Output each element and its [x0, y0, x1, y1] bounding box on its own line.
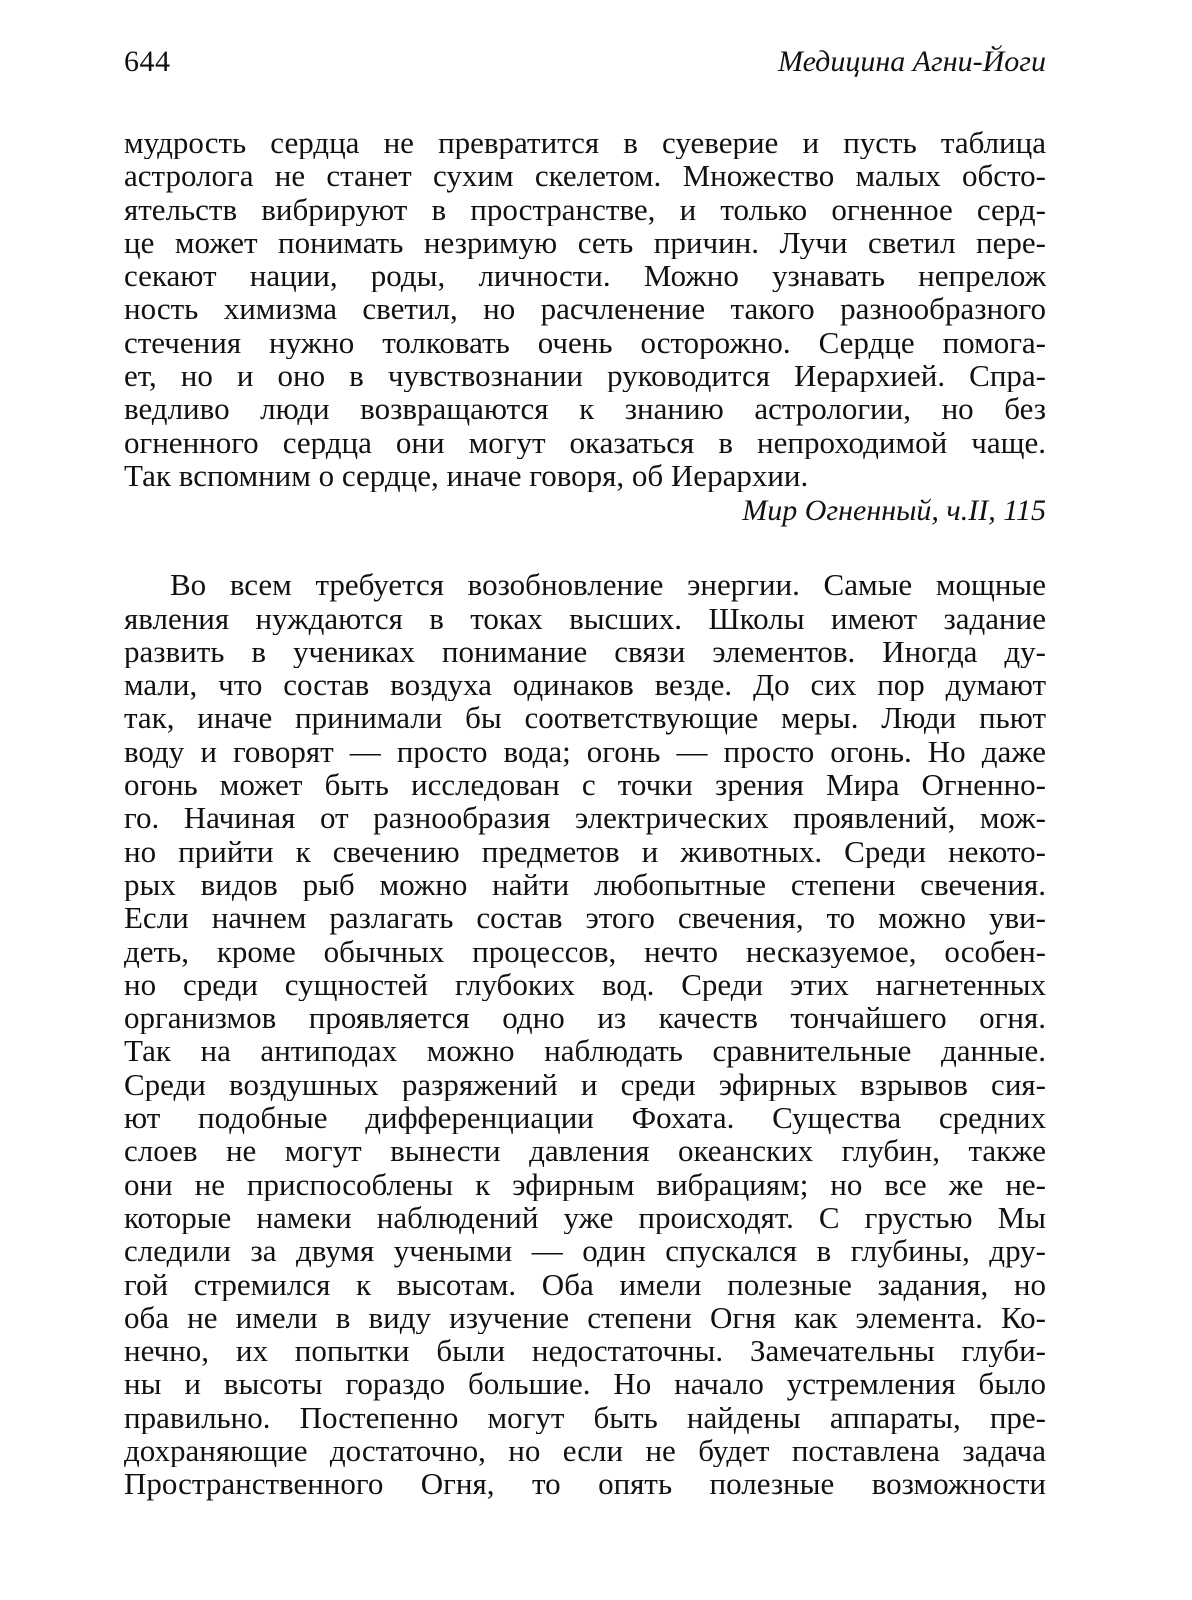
- page-number: 644: [124, 45, 171, 78]
- text-line: стечения нужно толковать очень осторожно. Сердце помога-: [124, 325, 1046, 360]
- text-line: но среди сущностей глубоких вод. Среди этих нагнетенных: [124, 967, 1046, 1002]
- text-line: они не приспособлены к эфирным вибрациям; но все же не-: [124, 1167, 1046, 1201]
- text-line: слоев не могут вынести давления океанских глубин, также: [124, 1134, 1046, 1168]
- text-line: це может понимать незримую сеть причин. Лучи светил пере-: [124, 225, 1046, 260]
- text-line: огонь может быть исследован с точки зрения Мира Огненно-: [124, 768, 1046, 802]
- text-line: организмов проявляется одно из качеств тончайшего огня.: [124, 1001, 1046, 1035]
- text-line: так, иначе принимали бы соответствующие меры. Люди пьют: [124, 701, 1046, 735]
- book-page: [124, 40, 1046, 1501]
- text-line: огненного сердца они могут оказаться в непроходимой чаще.: [124, 425, 1046, 459]
- text-line: деть, кроме обычных процессов, нечто несказуемое, особен-: [124, 934, 1046, 968]
- text-line: развить в учениках понимание связи элементов. Иногда ду-: [124, 634, 1046, 669]
- running-header: [124, 40, 1046, 84]
- text-line: явления нуждаются в токах высших. Школы имеют задание: [124, 601, 1046, 635]
- text-line: астролога не станет сухим скелетом. Множество малых обсто-: [124, 159, 1046, 193]
- paragraph-1: [124, 126, 1046, 492]
- text-line: Среди воздушных разряжений и среди эфирных взрывов сия-: [124, 1067, 1046, 1102]
- book-title: Медицина Агни-Йоги: [778, 45, 1046, 78]
- text-line: следили за двумя учеными — один спускался в глубины, дру-: [124, 1234, 1046, 1268]
- text-line: но прийти к свечению предметов и животных. Среди некото-: [124, 834, 1046, 868]
- text-line: ны и высоты гораздо большие. Но начало устремления было: [124, 1367, 1046, 1401]
- text-line: Если начнем разлагать состав этого свечения, то можно уви-: [124, 901, 1046, 935]
- paragraph-2: [124, 568, 1046, 1500]
- text-line: мали, что состав воздуха одинаков везде. До сих пор думают: [124, 668, 1046, 702]
- text-line: нечно, их попытки были недостаточны. Замечательны глуби-: [124, 1334, 1046, 1368]
- text-line: дохраняющие достаточно, но если не будет поставлена задача: [124, 1433, 1046, 1468]
- text-line: Так вспомним о сердце, иначе говоря, об Иерархии.: [124, 458, 809, 493]
- text-line: правильно. Постепенно могут быть найдены аппараты, пре-: [124, 1400, 1046, 1434]
- text-line: рых видов рыб можно найти любопытные степени свечения.: [124, 867, 1046, 902]
- text-line: воду и говорят — просто вода; огонь — просто огонь. Но даже: [124, 734, 1046, 769]
- text-line: ность химизма светил, но расчленение такого разнообразного: [124, 292, 1046, 326]
- text-line: ведливо люди возвращаются к знанию астрологии, но без: [124, 392, 1046, 426]
- text-line: ятельств вибрируют в пространстве, и только огненное серд-: [124, 192, 1046, 226]
- text-line: Во всем требуется возобновление энергии. Самые мощные: [170, 568, 1046, 602]
- text-line: ет, но и оно в чувствознании руководится Иерархией. Спра-: [124, 359, 1046, 393]
- text-line: которые намеки наблюдений уже происходят. С грустью Мы: [124, 1200, 1046, 1235]
- text-line: ют подобные дифференциации Фохата. Существа средних: [124, 1101, 1046, 1135]
- text-line: секают нации, роды, личности. Можно узнавать непрелож: [124, 259, 1046, 293]
- text-line: Пространственного Огня, то опять полезные возможности: [124, 1467, 1046, 1501]
- text-line: мудрость сердца не превратится в суеверие и пусть таблица: [124, 126, 1046, 160]
- text-line: Так на антиподах можно наблюдать сравнительные данные.: [124, 1034, 1046, 1068]
- text-line: го. Начиная от разнообразия электрических проявлений, мож-: [124, 801, 1046, 835]
- text-line: оба не имели в виду изучение степени Огня как элемента. Ко-: [124, 1300, 1046, 1335]
- text-line: гой стремился к высотам. Оба имели полезные задания, но: [124, 1267, 1046, 1301]
- citation: Мир Огненный, ч.II, 115: [742, 494, 1046, 528]
